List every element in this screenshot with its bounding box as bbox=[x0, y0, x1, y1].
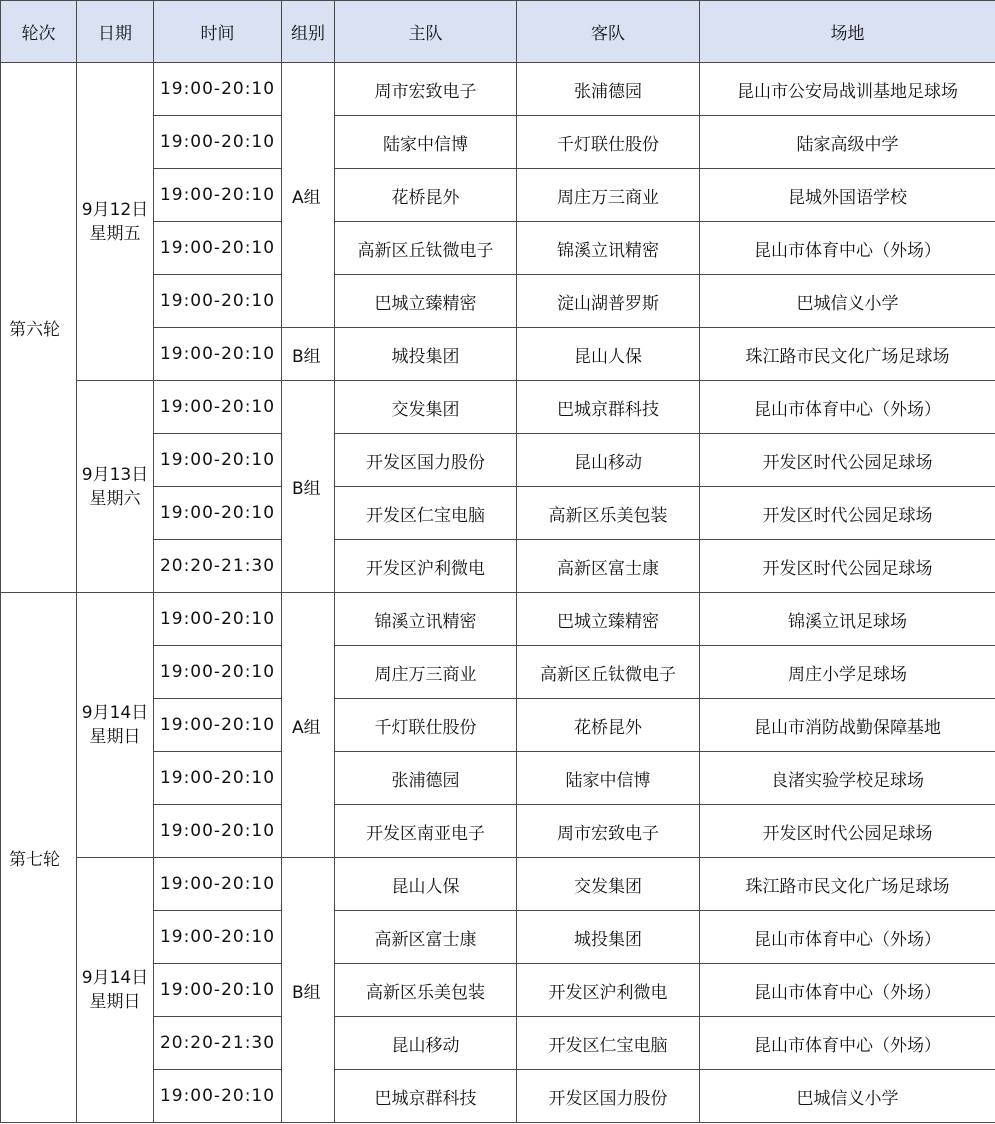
away-team: 千灯联仕股份 bbox=[517, 116, 700, 169]
venue: 开发区时代公园足球场 bbox=[700, 540, 995, 593]
header-home: 主队 bbox=[335, 1, 517, 63]
venue: 珠江路市民文化广场足球场 bbox=[700, 328, 995, 381]
home-team: 开发区沪利微电 bbox=[335, 540, 517, 593]
group-cell: B组 bbox=[282, 381, 335, 593]
home-team: 城投集团 bbox=[335, 328, 517, 381]
group-cell: A组 bbox=[282, 593, 335, 858]
away-team: 昆山移动 bbox=[517, 434, 700, 487]
header-round: 轮次 bbox=[1, 1, 77, 63]
away-team: 巴城立臻精密 bbox=[517, 593, 700, 646]
match-time: 19:00-20:10 bbox=[154, 858, 282, 911]
venue: 珠江路市民文化广场足球场 bbox=[700, 858, 995, 911]
away-team: 开发区沪利微电 bbox=[517, 964, 700, 1017]
weekday-text: 星期日 bbox=[89, 727, 141, 747]
match-time: 19:00-20:10 bbox=[154, 487, 282, 540]
match-time: 19:00-20:10 bbox=[154, 275, 282, 328]
away-team: 高新区丘钛微电子 bbox=[517, 646, 700, 699]
match-time: 19:00-20:10 bbox=[154, 381, 282, 434]
away-team: 开发区国力股份 bbox=[517, 1070, 700, 1123]
weekday-text: 星期日 bbox=[89, 992, 141, 1012]
venue: 昆山市消防战勤保障基地 bbox=[700, 699, 995, 752]
table-row bbox=[1, 858, 995, 911]
venue: 开发区时代公园足球场 bbox=[700, 805, 995, 858]
venue: 周庄小学足球场 bbox=[700, 646, 995, 699]
home-team: 昆山移动 bbox=[335, 1017, 517, 1070]
away-team: 花桥昆外 bbox=[517, 699, 700, 752]
date-text: 9月12日 bbox=[81, 199, 149, 220]
home-team: 巴城京群科技 bbox=[335, 1070, 517, 1123]
date-cell bbox=[77, 858, 154, 1123]
home-team: 巴城立臻精密 bbox=[335, 275, 517, 328]
away-team: 高新区富士康 bbox=[517, 540, 700, 593]
venue: 昆城外国语学校 bbox=[700, 169, 995, 222]
home-team: 高新区丘钛微电子 bbox=[335, 222, 517, 275]
venue: 昆山市公安局战训基地足球场 bbox=[700, 63, 995, 116]
home-team: 昆山人保 bbox=[335, 858, 517, 911]
venue: 昆山市体育中心（外场） bbox=[700, 911, 995, 964]
date-cell bbox=[77, 63, 154, 381]
header-row bbox=[1, 1, 995, 63]
venue: 开发区时代公园足球场 bbox=[700, 487, 995, 540]
match-time: 19:00-20:10 bbox=[154, 805, 282, 858]
match-time: 19:00-20:10 bbox=[154, 222, 282, 275]
match-time: 19:00-20:10 bbox=[154, 116, 282, 169]
away-team: 昆山人保 bbox=[517, 328, 700, 381]
venue: 陆家高级中学 bbox=[700, 116, 995, 169]
date-text: 9月14日 bbox=[81, 968, 149, 988]
venue: 昆山市体育中心（外场） bbox=[700, 381, 995, 434]
home-team: 陆家中信博 bbox=[335, 116, 517, 169]
home-team: 开发区国力股份 bbox=[335, 434, 517, 487]
match-time: 19:00-20:10 bbox=[154, 434, 282, 487]
venue: 锦溪立讯足球场 bbox=[700, 593, 995, 646]
table-row bbox=[1, 63, 995, 116]
date-text: 9月14日 bbox=[81, 703, 149, 723]
away-team: 城投集团 bbox=[517, 911, 700, 964]
header-away: 客队 bbox=[517, 1, 700, 63]
table-header bbox=[1, 1, 995, 63]
venue: 良渚实验学校足球场 bbox=[700, 752, 995, 805]
venue: 昆山市体育中心（外场） bbox=[700, 1017, 995, 1070]
venue: 昆山市体育中心（外场） bbox=[700, 222, 995, 275]
group-cell: B组 bbox=[282, 328, 335, 381]
date-text: 9月13日 bbox=[81, 464, 149, 485]
date-cell bbox=[77, 593, 154, 858]
away-team: 淀山湖普罗斯 bbox=[517, 275, 700, 328]
home-team: 交发集团 bbox=[335, 381, 517, 434]
home-team: 张浦德园 bbox=[335, 752, 517, 805]
away-team: 周庄万三商业 bbox=[517, 169, 700, 222]
away-team: 高新区乐美包装 bbox=[517, 487, 700, 540]
match-time: 19:00-20:10 bbox=[154, 911, 282, 964]
date-cell bbox=[77, 381, 154, 593]
home-team: 花桥昆外 bbox=[335, 169, 517, 222]
away-team: 交发集团 bbox=[517, 858, 700, 911]
table-body bbox=[1, 63, 995, 1123]
match-time: 19:00-20:10 bbox=[154, 964, 282, 1017]
group-cell: B组 bbox=[282, 858, 335, 1123]
home-team: 开发区仁宝电脑 bbox=[335, 487, 517, 540]
match-time: 19:00-20:10 bbox=[154, 328, 282, 381]
match-time: 20:20-21:30 bbox=[154, 1017, 282, 1070]
away-team: 锦溪立讯精密 bbox=[517, 222, 700, 275]
home-team: 高新区乐美包装 bbox=[335, 964, 517, 1017]
home-team: 锦溪立讯精密 bbox=[335, 593, 517, 646]
away-team: 巴城京群科技 bbox=[517, 381, 700, 434]
header-venue: 场地 bbox=[700, 1, 995, 63]
match-time: 19:00-20:10 bbox=[154, 699, 282, 752]
match-time: 19:00-20:10 bbox=[154, 646, 282, 699]
match-time: 19:00-20:10 bbox=[154, 593, 282, 646]
home-team: 周市宏致电子 bbox=[335, 63, 517, 116]
match-time: 19:00-20:10 bbox=[154, 169, 282, 222]
away-team: 开发区仁宝电脑 bbox=[517, 1017, 700, 1070]
home-team: 千灯联仕股份 bbox=[335, 699, 517, 752]
header-time: 时间 bbox=[154, 1, 282, 63]
table-row bbox=[1, 593, 995, 646]
header-group: 组别 bbox=[282, 1, 335, 63]
match-time: 19:00-20:10 bbox=[154, 752, 282, 805]
away-team: 陆家中信博 bbox=[517, 752, 700, 805]
round-cell: 第六轮 bbox=[1, 63, 77, 593]
header-date: 日期 bbox=[77, 1, 154, 63]
match-time: 19:00-20:10 bbox=[154, 63, 282, 116]
home-team: 周庄万三商业 bbox=[335, 646, 517, 699]
weekday-text: 星期六 bbox=[89, 488, 141, 509]
round-cell: 第七轮 bbox=[1, 593, 77, 1123]
home-team: 开发区南亚电子 bbox=[335, 805, 517, 858]
away-team: 周市宏致电子 bbox=[517, 805, 700, 858]
venue: 昆山市体育中心（外场） bbox=[700, 964, 995, 1017]
match-time: 19:00-20:10 bbox=[154, 1070, 282, 1123]
away-team: 张浦德园 bbox=[517, 63, 700, 116]
match-time: 20:20-21:30 bbox=[154, 540, 282, 593]
group-cell: A组 bbox=[282, 63, 335, 328]
weekday-text: 星期五 bbox=[89, 223, 141, 244]
home-team: 高新区富士康 bbox=[335, 911, 517, 964]
venue: 开发区时代公园足球场 bbox=[700, 434, 995, 487]
venue: 巴城信义小学 bbox=[700, 1070, 995, 1123]
table-row bbox=[1, 381, 995, 434]
venue: 巴城信义小学 bbox=[700, 275, 995, 328]
